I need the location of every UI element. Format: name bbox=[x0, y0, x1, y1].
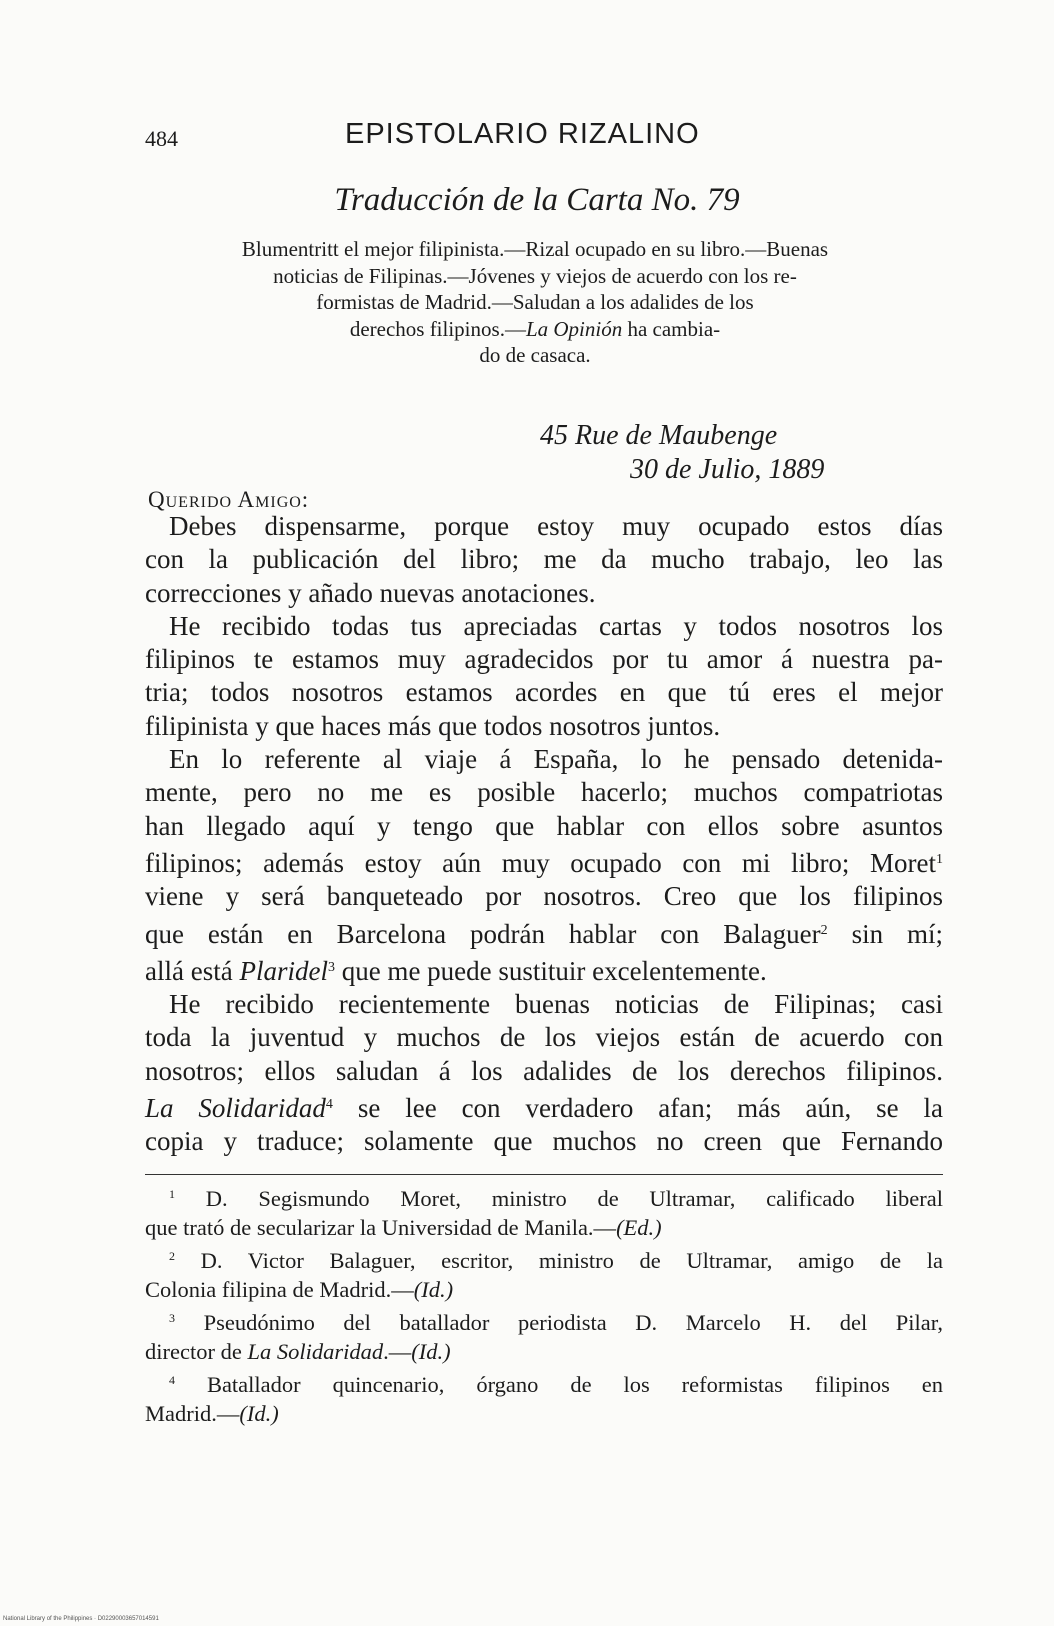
footnote-line bbox=[145, 1242, 943, 1275]
body-text: que están en Barcelona podrán hablar con Balaguer bbox=[145, 918, 821, 949]
summary-line: Blumentritt el mejor filipinista.—Rizal ocupado en su libro.—Buenas bbox=[241, 237, 829, 261]
body-line: tria; todos nosotros estamos acordes en que tú eres el mejor bbox=[145, 677, 943, 708]
page-header bbox=[145, 118, 945, 158]
footnote-ref: 1 bbox=[936, 851, 943, 867]
footnote-text: que trató de secularizar la Universidad de Manila.— bbox=[145, 1215, 617, 1240]
footnote-text: .— bbox=[383, 1339, 412, 1364]
scan-imprint: National Library of the Philippines · D02290003657014591 bbox=[3, 1616, 159, 1622]
running-head: EPISTOLARIO RIZALINO bbox=[345, 118, 700, 150]
footnote-text: director de bbox=[145, 1339, 248, 1364]
letter-body bbox=[145, 510, 943, 1159]
body-line: filipinista y que haces más que todos nosotros juntos. bbox=[145, 710, 721, 741]
footnote-text: Madrid.— bbox=[145, 1401, 240, 1426]
body-text: sin mí; bbox=[851, 918, 944, 949]
summary-line: formistas de Madrid.—Saludan a los adalides de los bbox=[316, 290, 754, 314]
body-line: correcciones y añado nuevas anotaciones. bbox=[145, 577, 596, 608]
body-line: En lo referente al viaje á España, lo he pensado detenida- bbox=[169, 744, 943, 775]
footnote-ref: 4 bbox=[325, 1097, 333, 1113]
footnote-line bbox=[145, 1399, 943, 1428]
footnote-ref: 3 bbox=[327, 959, 335, 975]
footnote-marker: 2 bbox=[169, 1249, 175, 1263]
body-line: Debes dispensarme, porque estoy muy ocupado estos días bbox=[169, 511, 943, 541]
body-line bbox=[145, 1088, 943, 1125]
page-number: 484 bbox=[145, 126, 178, 151]
footnote-source: (Id.) bbox=[411, 1339, 451, 1364]
body-line: han llegado aquí y tengo que hablar con ellos sobre asuntos bbox=[145, 810, 943, 841]
footnote-line bbox=[145, 1275, 943, 1304]
body-line: con la publicación del libro; me da mucho trabajo, leo las bbox=[145, 544, 943, 575]
footnote-source: (Ed.) bbox=[616, 1215, 662, 1240]
body-line: nosotros; ellos saludan á los adalides de los derechos filipinos. bbox=[145, 1055, 943, 1086]
body-line: mente, pero no me es posible hacerlo; muchos compatriotas bbox=[145, 777, 943, 808]
sender-address: 45 Rue de Maubenge bbox=[540, 420, 778, 451]
letter-title: Traducción de la Carta No. 79 bbox=[334, 182, 740, 218]
body-text: allá está bbox=[145, 955, 240, 986]
body-text: filipinos; además estoy aún muy ocupado con mi libro; Moret bbox=[145, 847, 936, 878]
newspaper-name: La Solidaridad bbox=[247, 1339, 384, 1364]
footnote-marker: 1 bbox=[169, 1187, 175, 1201]
newspaper-name: La Solidaridad bbox=[145, 1093, 326, 1124]
summary-line: do de casaca. bbox=[479, 343, 591, 367]
footnote-ref: 2 bbox=[820, 922, 828, 938]
footnote-divider bbox=[145, 1174, 943, 1175]
body-line: toda la juventud y muchos de los viejos están de acuerdo con bbox=[145, 1022, 943, 1053]
body-line bbox=[145, 843, 943, 880]
letter-date: 30 de Julio, 1889 bbox=[630, 454, 825, 485]
footnote-source: (Id.) bbox=[239, 1401, 279, 1426]
footnote-line bbox=[145, 1366, 943, 1399]
body-line: He recibido recientemente buenas noticias de Filipinas; casi bbox=[169, 989, 943, 1020]
body-text: se lee con verdadero afan; más aún, se la bbox=[357, 1093, 944, 1124]
body-line bbox=[145, 914, 943, 951]
body-text: que me puede sustituir excelentemente. bbox=[341, 955, 767, 986]
body-line: filipinos te estamos muy agradecidos por tu amor á nuestra pa- bbox=[145, 644, 943, 675]
footnote-text: D. Segismundo Moret, ministro de Ultramar, calificado liberal bbox=[205, 1186, 943, 1211]
footnote-line bbox=[145, 1304, 943, 1337]
letter-summary bbox=[140, 236, 930, 369]
footnote-text: Colonia filipina de Madrid.— bbox=[145, 1277, 414, 1302]
footnote-text: D. Victor Balaguer, escritor, ministro de Ultramar, amigo de la bbox=[200, 1248, 943, 1273]
pseudonym: Plaridel bbox=[239, 955, 328, 986]
footnote-marker: 3 bbox=[169, 1311, 175, 1325]
footnote-text: Batallador quincenario, órgano de los reformistas filipinos en bbox=[206, 1372, 943, 1397]
body-line: He recibido todas tus apreciadas cartas y todos nosotros los bbox=[169, 610, 943, 641]
footnote-line bbox=[145, 1337, 943, 1366]
summary-line: noticias de Filipinas.—Jóvenes y viejos de acuerdo con los re- bbox=[273, 263, 797, 288]
salutation: Querido Amigo: bbox=[148, 487, 310, 512]
summary-text: ha cambia- bbox=[622, 316, 721, 341]
footnotes bbox=[145, 1180, 943, 1428]
footnote-text: Pseudónimo del batallador periodista D. Marcelo H. del Pilar, bbox=[203, 1310, 944, 1335]
body-line bbox=[145, 951, 943, 988]
body-line: copia y traduce; solamente que muchos no creen que Fernando bbox=[145, 1126, 943, 1157]
newspaper-name: La Opinión bbox=[525, 316, 623, 341]
footnote-line bbox=[145, 1180, 943, 1213]
summary-text: derechos filipinos.— bbox=[349, 316, 526, 341]
summary-line bbox=[140, 316, 930, 343]
footnote-line bbox=[145, 1213, 943, 1242]
footnote-source: (Id.) bbox=[413, 1277, 454, 1302]
footnote-marker: 4 bbox=[169, 1373, 175, 1387]
body-line: viene y será banqueteado por nosotros. Creo que los filipinos bbox=[145, 881, 943, 912]
